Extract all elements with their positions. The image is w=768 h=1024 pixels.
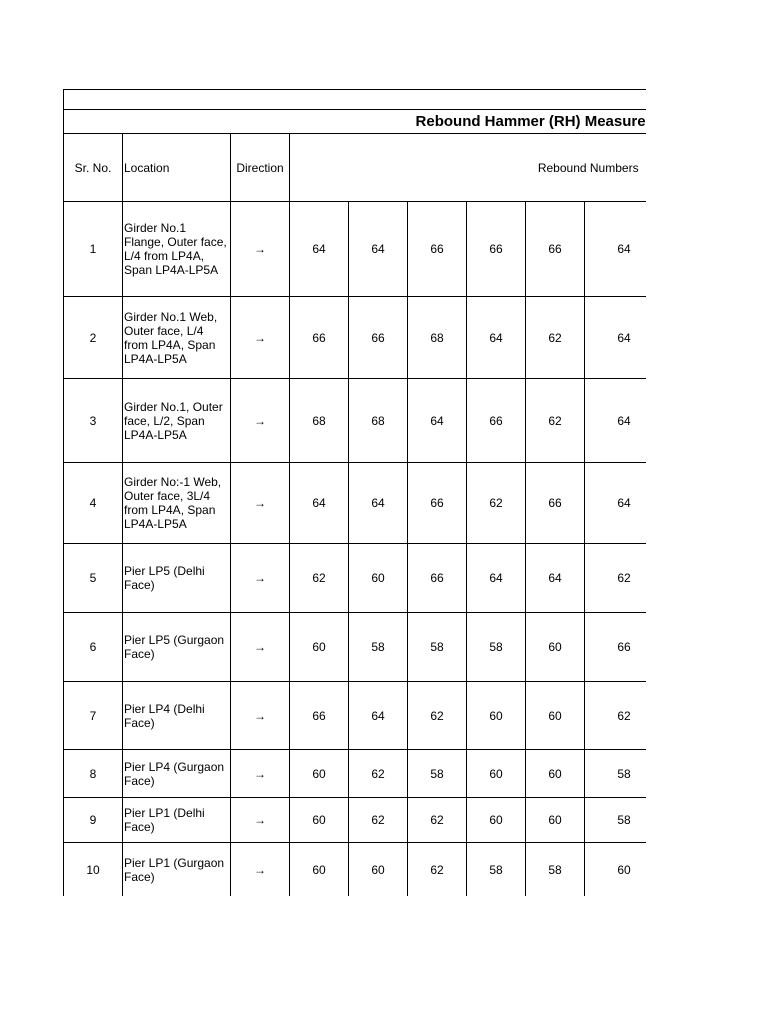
location-cell: Girder No.1 Flange, Outer face, L/4 from LP4A, Span LP4A-LP5A xyxy=(123,202,231,297)
rebound-value-cell: 64 xyxy=(349,682,408,750)
rebound-value-cell: 62 xyxy=(467,463,526,544)
rebound-value-cell: 62 xyxy=(585,544,647,613)
rebound-value-cell: 68 xyxy=(290,379,349,463)
location-cell: Girder No.1 Web, Outer face, L/4 from LP4A, Span LP4A-LP5A xyxy=(123,297,231,379)
direction-arrow-icon: → xyxy=(231,843,290,897)
rebound-value-cell: 66 xyxy=(467,202,526,297)
table-row xyxy=(64,544,647,613)
rebound-value-cell: 60 xyxy=(290,798,349,843)
rebound-value-cell: 64 xyxy=(349,202,408,297)
rebound-value-cell: 66 xyxy=(526,463,585,544)
sr-no-cell: 5 xyxy=(64,544,123,613)
rebound-value-cell: 58 xyxy=(408,750,467,798)
table-title: Rebound Hammer (RH) Measure xyxy=(415,112,646,130)
direction-arrow-icon: → xyxy=(231,682,290,750)
rebound-value-cell: 66 xyxy=(408,544,467,613)
location-cell: Pier LP5 (Gurgaon Face) xyxy=(123,613,231,682)
sr-no-cell: 9 xyxy=(64,798,123,843)
rebound-value-cell: 64 xyxy=(526,544,585,613)
direction-arrow-icon: → xyxy=(231,379,290,463)
rebound-value-cell: 58 xyxy=(467,613,526,682)
location-cell: Girder No.1, Outer face, L/2, Span LP4A-LP5A xyxy=(123,379,231,463)
rebound-value-cell: 66 xyxy=(349,297,408,379)
rebound-value-cell: 64 xyxy=(585,379,647,463)
location-cell: Pier LP5 (Delhi Face) xyxy=(123,544,231,613)
header-rebound-numbers: Rebound Numbers xyxy=(290,134,647,202)
rebound-value-cell: 62 xyxy=(585,682,647,750)
sr-no-cell: 1 xyxy=(64,202,123,297)
rebound-value-cell: 62 xyxy=(408,798,467,843)
rebound-value-cell: 64 xyxy=(349,463,408,544)
direction-arrow-icon: → xyxy=(231,202,290,297)
table-row xyxy=(64,798,647,843)
blank-cell xyxy=(64,90,647,110)
rebound-value-cell: 58 xyxy=(585,798,647,843)
sr-no-cell: 7 xyxy=(64,682,123,750)
sr-no-cell: 10 xyxy=(64,843,123,897)
header-location: Location xyxy=(123,134,231,202)
rebound-value-cell: 62 xyxy=(349,750,408,798)
rebound-value-cell: 60 xyxy=(526,798,585,843)
title-cell xyxy=(64,110,647,134)
rebound-value-cell: 60 xyxy=(467,798,526,843)
location-cell: Pier LP4 (Gurgaon Face) xyxy=(123,750,231,798)
direction-arrow-icon: → xyxy=(231,297,290,379)
location-cell: Pier LP1 (Gurgaon Face) xyxy=(123,843,231,897)
rebound-value-cell: 60 xyxy=(585,843,647,897)
direction-arrow-icon: → xyxy=(231,463,290,544)
rebound-value-cell: 60 xyxy=(290,843,349,897)
rebound-value-cell: 58 xyxy=(408,613,467,682)
rebound-value-cell: 64 xyxy=(467,544,526,613)
table-row xyxy=(64,613,647,682)
direction-arrow-icon: → xyxy=(231,613,290,682)
rebound-value-cell: 64 xyxy=(585,297,647,379)
rebound-value-cell: 68 xyxy=(349,379,408,463)
table-row xyxy=(64,750,647,798)
rebound-value-cell: 62 xyxy=(526,297,585,379)
rebound-value-cell: 60 xyxy=(526,613,585,682)
table-row xyxy=(64,682,647,750)
rebound-value-cell: 60 xyxy=(526,682,585,750)
rebound-value-cell: 58 xyxy=(526,843,585,897)
rebound-value-cell: 64 xyxy=(408,379,467,463)
table-row xyxy=(64,379,647,463)
location-cell: Pier LP4 (Delhi Face) xyxy=(123,682,231,750)
header-sr-no: Sr. No. xyxy=(64,134,123,202)
rebound-value-cell: 62 xyxy=(349,798,408,843)
rebound-value-cell: 66 xyxy=(526,202,585,297)
sr-no-cell: 6 xyxy=(64,613,123,682)
rebound-value-cell: 60 xyxy=(290,613,349,682)
table-row xyxy=(64,463,647,544)
direction-arrow-icon: → xyxy=(231,750,290,798)
sr-no-cell: 4 xyxy=(64,463,123,544)
header-direction: Direction xyxy=(231,134,290,202)
rebound-value-cell: 66 xyxy=(585,613,647,682)
rebound-hammer-table xyxy=(63,89,646,896)
table-row xyxy=(64,843,647,897)
location-cell: Girder No:-1 Web, Outer face, 3L/4 from LP4A, Span LP4A-LP5A xyxy=(123,463,231,544)
rebound-value-cell: 64 xyxy=(290,463,349,544)
rebound-value-cell: 68 xyxy=(408,297,467,379)
blank-top-row xyxy=(64,90,647,110)
sr-no-cell: 8 xyxy=(64,750,123,798)
rebound-value-cell: 62 xyxy=(408,843,467,897)
rebound-value-cell: 60 xyxy=(290,750,349,798)
rebound-value-cell: 64 xyxy=(290,202,349,297)
header-row xyxy=(64,134,647,202)
direction-arrow-icon: → xyxy=(231,544,290,613)
rebound-value-cell: 66 xyxy=(408,202,467,297)
rebound-value-cell: 62 xyxy=(526,379,585,463)
rebound-value-cell: 58 xyxy=(585,750,647,798)
rebound-value-cell: 60 xyxy=(349,544,408,613)
rebound-value-cell: 62 xyxy=(408,682,467,750)
direction-arrow-icon: → xyxy=(231,798,290,843)
rebound-value-cell: 62 xyxy=(290,544,349,613)
table-row xyxy=(64,297,647,379)
rebound-value-cell: 66 xyxy=(408,463,467,544)
table-row xyxy=(64,202,647,297)
sr-no-cell: 3 xyxy=(64,379,123,463)
rebound-value-cell: 66 xyxy=(290,297,349,379)
rebound-value-cell: 64 xyxy=(467,297,526,379)
rebound-value-cell: 66 xyxy=(467,379,526,463)
rebound-value-cell: 66 xyxy=(290,682,349,750)
spreadsheet-area xyxy=(63,89,646,896)
rebound-value-cell: 58 xyxy=(349,613,408,682)
rebound-value-cell: 60 xyxy=(467,682,526,750)
rebound-value-cell: 58 xyxy=(467,843,526,897)
rebound-value-cell: 60 xyxy=(349,843,408,897)
rebound-value-cell: 60 xyxy=(467,750,526,798)
sr-no-cell: 2 xyxy=(64,297,123,379)
location-cell: Pier LP1 (Delhi Face) xyxy=(123,798,231,843)
title-row xyxy=(64,110,647,134)
rebound-value-cell: 64 xyxy=(585,202,647,297)
rebound-value-cell: 64 xyxy=(585,463,647,544)
rebound-value-cell: 60 xyxy=(526,750,585,798)
